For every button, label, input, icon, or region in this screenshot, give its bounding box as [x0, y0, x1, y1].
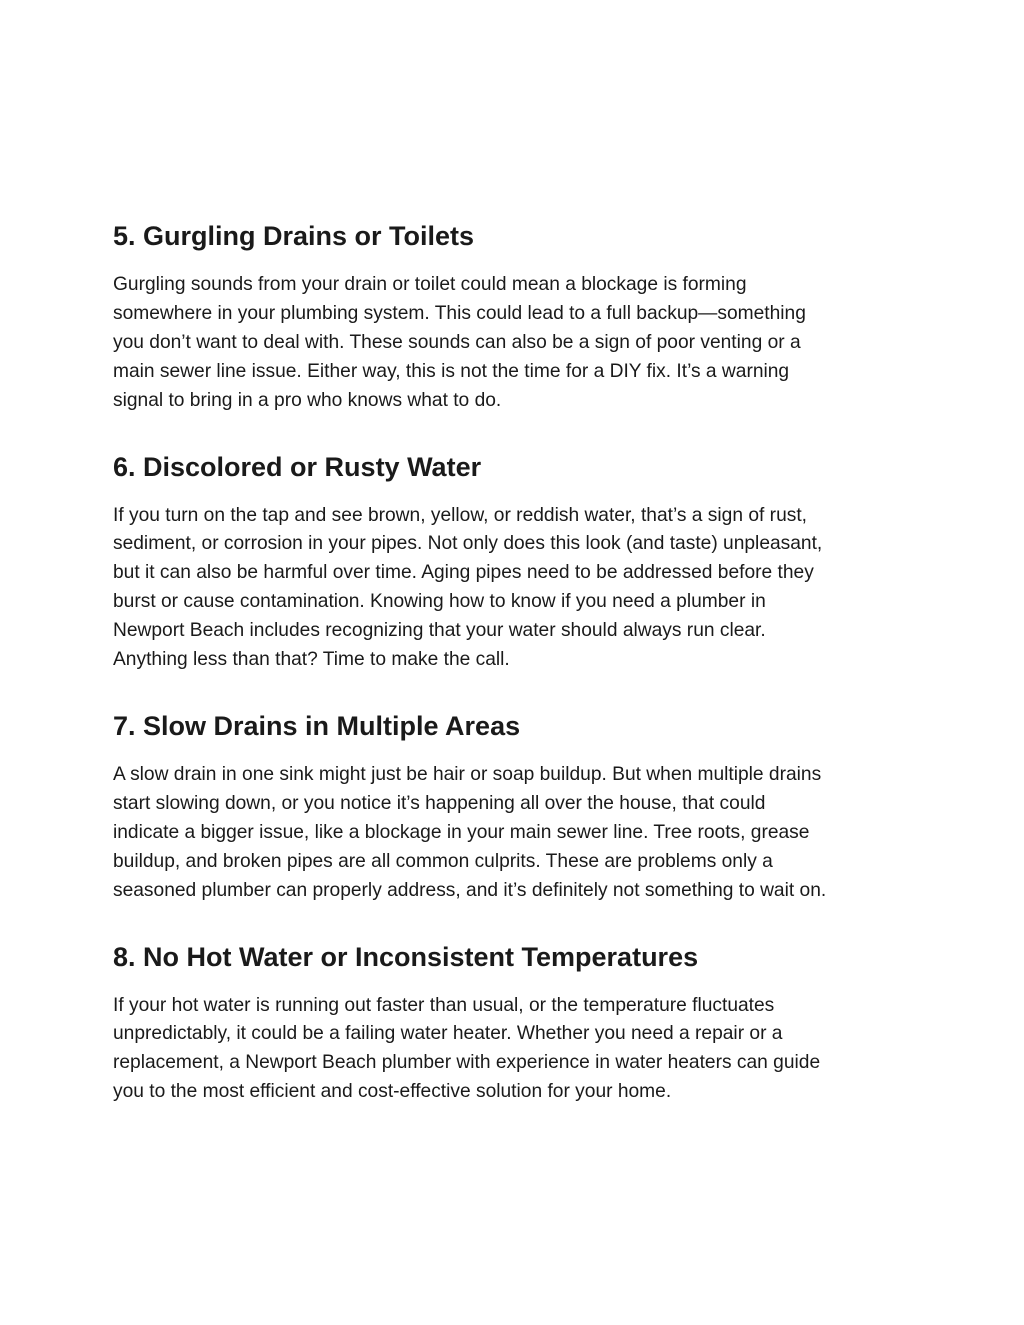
paragraph-line: but it can also be harmful over time. Aging pipes need to be addressed before they: [113, 562, 814, 584]
paragraph-line: main sewer line issue. Either way, this is not the time for a DIY fix. It’s a warning: [113, 360, 790, 382]
paragraph-line: A slow drain in one sink might just be hair or soap buildup. But when multiple drains: [113, 763, 822, 785]
section-heading: 5. Gurgling Drains or Toilets: [113, 221, 475, 251]
section-paragraph: [113, 502, 925, 675]
paragraph-line: replacement, a Newport Beach plumber with experience in water heaters can guide: [113, 1052, 821, 1074]
section-discolored-water: [113, 449, 925, 675]
paragraph-line: you don’t want to deal with. These sounds can also be a sign of poor venting or a: [113, 331, 801, 353]
section-heading: 6. Discolored or Rusty Water: [113, 451, 482, 482]
paragraph-line: you to the most efficient and cost-effective solution for your home.: [113, 1081, 672, 1103]
paragraph-line: signal to bring in a pro who knows what to do.: [113, 389, 502, 411]
paragraph-line: Gurgling sounds from your drain or toilet could mean a blockage is forming: [113, 274, 747, 295]
paragraph-line: unpredictably, it could be a failing water heater. Whether you need a repair or a: [113, 1023, 783, 1045]
section-paragraph: [113, 761, 925, 906]
paragraph-line: sediment, or corrosion in your pipes. Not only does this look (and taste) unpleasant,: [113, 533, 823, 555]
paragraph-line: start slowing down, or you notice it’s happening all over the house, that could: [113, 792, 766, 814]
section-gurgling-drains: [113, 218, 925, 416]
paragraph-line: indicate a bigger issue, like a blockage in your main sewer line. Tree roots, grease: [113, 821, 810, 843]
paragraph-line: somewhere in your plumbing system. This could lead to a full backup—something: [113, 302, 806, 324]
paragraph-line: burst or cause contamination. Knowing how to know if you need a plumber in: [113, 591, 766, 613]
paragraph-line: seasoned plumber can properly address, and it’s definitely not something to wait on.: [113, 879, 827, 901]
section-paragraph: [113, 992, 925, 1108]
document-content: [113, 218, 925, 1140]
paragraph-line: buildup, and broken pipes are all common culprits. These are problems only a: [113, 850, 773, 872]
paragraph-line: Newport Beach includes recognizing that your water should always run clear.: [113, 620, 766, 642]
paragraph-line: Anything less than that? Time to make the call.: [113, 649, 510, 671]
section-heading: 7. Slow Drains in Multiple Areas: [113, 710, 521, 741]
section-slow-drains: [113, 708, 925, 906]
paragraph-line: If your hot water is running out faster than usual, or the temperature fluctuates: [113, 994, 775, 1016]
section-paragraph: [113, 271, 925, 416]
section-heading: 8. No Hot Water or Inconsistent Temperatures: [113, 941, 699, 972]
paragraph-line: If you turn on the tap and see brown, yellow, or reddish water, that’s a sign of rust,: [113, 504, 807, 526]
section-hot-water: [113, 939, 925, 1108]
